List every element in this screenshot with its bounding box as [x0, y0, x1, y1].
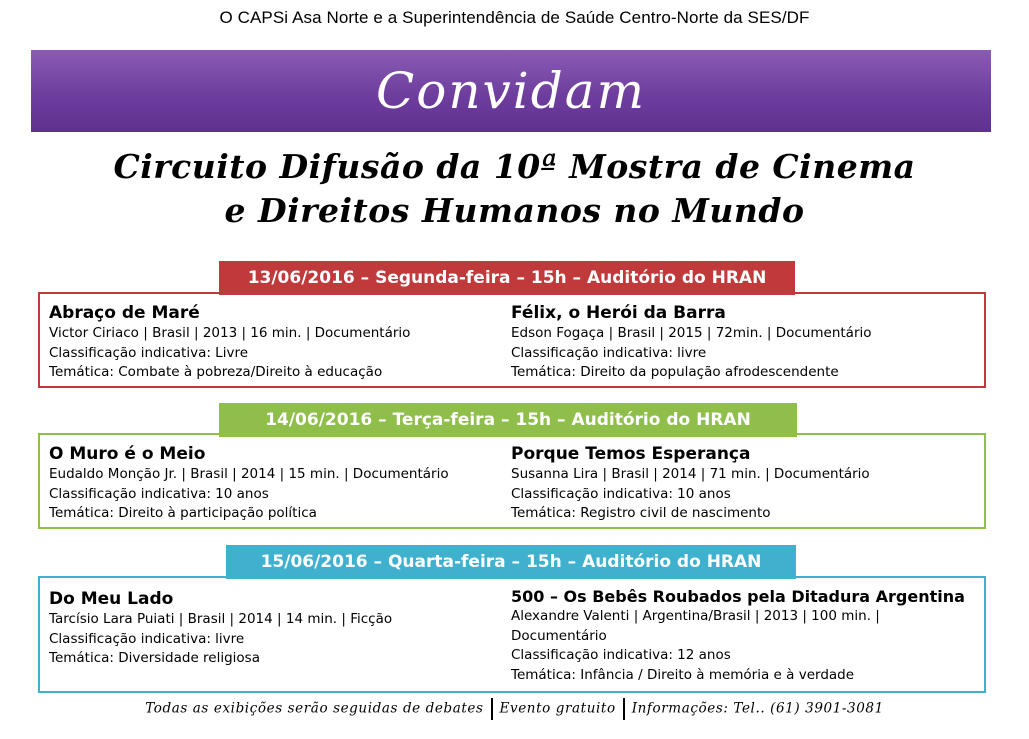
footer-separator [491, 698, 493, 720]
film-card [511, 444, 870, 524]
film-credits: Victor Ciriaco | Brasil | 2013 | 16 min. | Documentário [49, 325, 411, 341]
film-theme: Temática: Registro civil de nascimento [511, 505, 771, 521]
film-card [49, 303, 410, 383]
film-credits: Tarcísio Lara Puiati | Brasil | 2014 | 14 min. | Ficção [49, 611, 393, 627]
film-card [49, 444, 449, 524]
day-1-box [38, 292, 986, 388]
film-credits: Eudaldo Monção Jr. | Brasil | 2014 | 15 min. | Documentário [49, 466, 449, 482]
film-theme: Temática: Combate à pobreza/Direito à educação [49, 364, 383, 380]
event-title-line-1: Circuito Difusão da 10ª Mostra de Cinema [113, 147, 916, 186]
film-title: Do Meu Lado [49, 589, 174, 609]
day-3-box [38, 576, 986, 693]
film-title: Félix, o Herói da Barra [511, 303, 726, 323]
film-rating: Classificação indicativa: Livre [49, 344, 248, 361]
film-theme: Temática: Direito da população afrodescendente [511, 364, 839, 380]
film-rating: Classificação indicativa: 10 anos [49, 485, 269, 502]
organizers-line: O CAPSi Asa Norte e a Superintendência de Saúde Centro-Norte da SES/DF [219, 8, 810, 27]
film-rating: Classificação indicativa: livre [511, 344, 707, 361]
film-card [511, 303, 872, 383]
footer-info [0, 698, 1029, 720]
day-1-header: 13/06/2016 – Segunda-feira – 15h – Auditório do HRAN [219, 261, 795, 295]
film-rating: Classificação indicativa: 10 anos [511, 485, 731, 502]
film-credits: Susanna Lira | Brasil | 2014 | 71 min. | Documentário [511, 466, 870, 482]
film-credits: Edson Fogaça | Brasil | 2015 | 72min. | Documentário [511, 325, 872, 341]
footer-separator [623, 698, 625, 720]
footer-contact: Informações: Tel.. (61) 3901-3081 [631, 700, 884, 717]
film-genre: Documentário [511, 627, 607, 644]
film-rating: Classificação indicativa: livre [49, 630, 245, 647]
day-3-header: 15/06/2016 – Quarta-feira – 15h – Auditório do HRAN [226, 545, 796, 579]
day-2-header: 14/06/2016 – Terça-feira – 15h – Auditório do HRAN [219, 403, 797, 437]
event-title-line-2: e Direitos Humanos no Mundo [224, 191, 805, 230]
film-card [49, 589, 392, 669]
day-2-box [38, 433, 986, 529]
film-title: Porque Temos Esperança [511, 444, 751, 464]
convidam-banner [31, 50, 991, 132]
film-theme: Temática: Diversidade religiosa [49, 650, 260, 666]
footer-debates: Todas as exibições serão seguidas de debates [145, 700, 484, 717]
footer-free-event: Evento gratuito [499, 700, 616, 717]
film-title: O Muro é o Meio [49, 444, 206, 464]
film-title: 500 – Os Bebês Roubados pela Ditadura Argentina [511, 587, 965, 606]
film-rating: Classificação indicativa: 12 anos [511, 647, 731, 663]
film-title: Abraço de Maré [49, 303, 200, 323]
film-credits: Alexandre Valenti | Argentina/Brasil | 2013 | 100 min. | [511, 608, 880, 624]
film-theme: Temática: Direito à participação política [49, 505, 317, 521]
banner-text: Convidam [375, 62, 647, 120]
film-theme: Temática: Infância / Direito à memória e à verdade [511, 666, 855, 683]
film-card [511, 586, 965, 685]
